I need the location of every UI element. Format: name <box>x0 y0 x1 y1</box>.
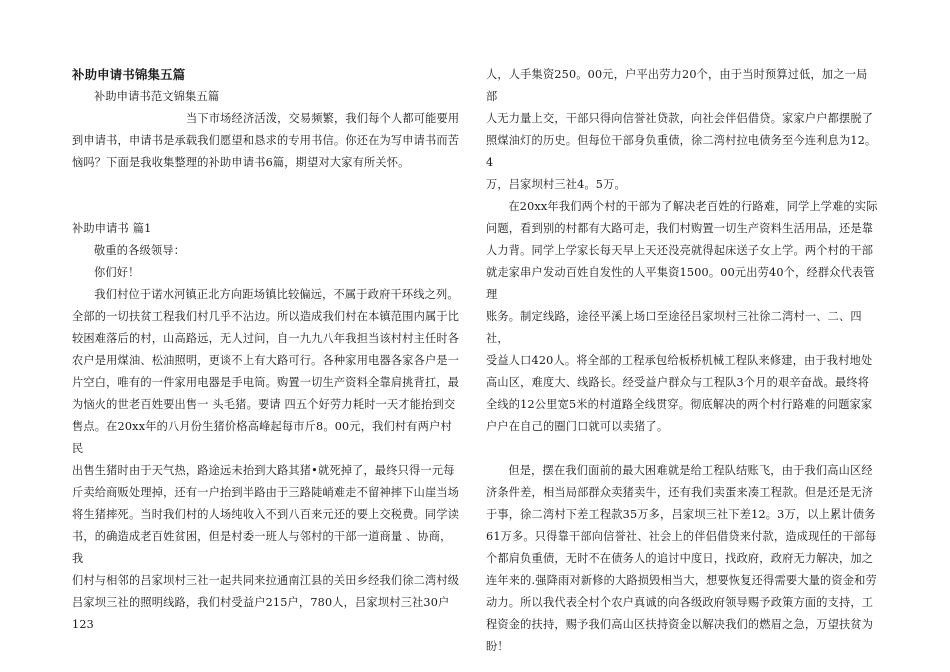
paragraph-line: 我们村位于诺水河镇正北方向距场镇比较偏远，不属于政府干环线之列。 <box>94 288 459 301</box>
paragraph-line: 问题，看到别的村都有大路可走，我们村购置一切生产资料生活用品，还是靠 <box>486 222 874 235</box>
paragraph-line: 就走家串户发动百姓自发性的人平集资1500。00元出劳40个，经群众代表管理 <box>486 266 875 301</box>
spacer <box>486 438 878 460</box>
spacer <box>72 174 462 196</box>
paragraph-line: 在20xx年我们两个村的干部为了解决老百姓的行路难，同学上学难的实际 <box>508 200 878 213</box>
paragraph-line: 人无力量上交，干部只得向信誉社贷款，向社会伴侣借贷。家家户户都摆脱了 <box>486 112 874 125</box>
body-paragraph-1-continued <box>486 64 878 196</box>
paragraph-line: 动力。所以我代表全村个农户真诚的向各级政府领导赐予政策方面的支持，工 <box>486 596 874 609</box>
salutation: 敬重的各级领导： <box>94 244 186 257</box>
paragraph-line: 们村与相邻的吕家坝村三社一起共同来拉通南江县的关田乡经我们徐二湾村级 <box>72 574 460 587</box>
paragraph-line: 人，人手集资250。00元，户平出劳力20个，由于当时预算过低，加之一局部 <box>486 68 868 103</box>
paragraph-line: 全部的一切扶贫工程我们村几乎不沾边。所以造成我们村在本镇范围内属于比 <box>72 310 460 323</box>
paragraph-line: 全线的12公里宽5米的村道路全线贯穿。彻底解决的两个村行路难的问题家家 <box>486 398 873 411</box>
paragraph-line: 出售生猪时由于天气热，路途远未抬到大路其猪•就死掉了，最终只得一元每 <box>72 464 455 477</box>
paragraph-line: 户户在自己的圈门口就可以卖猪了。 <box>486 420 669 433</box>
paragraph-line: 于事，徐二湾村下差工程款35万多，吕家坝三社下差12。3万，以上累计债务 <box>486 508 876 521</box>
section-heading: 补助申请书 篇1 <box>72 222 152 235</box>
body-paragraph-3 <box>486 460 878 658</box>
paragraph-line: 但是，摆在我们面前的最大困难就是给工程队结账飞，由于我们高山区经 <box>508 464 873 477</box>
body-paragraph-1 <box>72 284 462 636</box>
paragraph-line: 人力背。同学上学家长每天早上天还没亮就得起床送子女上学。两个村的干部 <box>486 244 874 257</box>
paragraph-line: 农户是用煤油、松油照明，更谈不上有大路可行。各种家用电器各家各户是一 <box>72 354 460 367</box>
intro-line: 到申请书，申请书是承载我们愿望和恳求的专用书信。你还在为写申请书而苦 <box>72 134 460 147</box>
paragraph-line: 斤卖给商贩处理掉，还有一户抬到半路由于三路陡峭难走不留神摔下山崖当场 <box>72 486 460 499</box>
intro-paragraph <box>72 108 462 174</box>
paragraph-line: 高山区，难度大、线路长。经受益户群众与工程队3个月的艰辛奋战。最终将 <box>486 376 870 389</box>
paragraph-line: 程资金的扶持，赐予我们高山区扶持资金以解决我们的燃眉之急，万望扶贫为 <box>486 618 874 631</box>
spacer <box>72 196 462 218</box>
body-paragraph-2 <box>486 196 878 438</box>
paragraph-line: 盼！ <box>486 640 509 653</box>
left-column <box>72 64 462 636</box>
paragraph-line: 账务。制定线路，途径平溪上场口至途径吕家坝村三社徐二湾村一、二、四社， <box>486 310 862 345</box>
paragraph-line: 售点。在20xx年的八月份生猪价格高峰起每市斤8。00元，我们村有两户村民 <box>72 420 452 455</box>
intro-line: 当下市场经济活泼，交易频繁，我们每个人都可能要用 <box>186 112 460 125</box>
document-title: 补助申请书锦集五篇 <box>72 67 186 82</box>
paragraph-line: 济条件差，相当局部群众卖猪卖牛，还有我们卖蛋来凑工程款。但是还是无济 <box>486 486 874 499</box>
paragraph-line: 万，吕家坝村三社4。5万。 <box>486 178 626 191</box>
paragraph-line: 61万多。只得靠干部向信誉社、社会上的伴侣借贷来付款，造成现任的干部每 <box>486 530 877 543</box>
paragraph-line: 个都肩负重债，无时不在债务人的追讨中度日，找政府，政府无力解决，加之 <box>486 552 874 565</box>
paragraph-line: 受益人口420人。将全部的工程承包给板桥机械工程队来修建，由于我村地处 <box>486 354 873 367</box>
paragraph-line: 将生猪摔死。当时我们村的人场纯收入不到八百来元还的要上交税费。同学读 <box>72 508 460 521</box>
greeting: 你们好！ <box>94 266 140 279</box>
paragraph-line: 连年来的.强降雨对新修的大路损毁相当大，想要恢复还得需要大量的资金和劳 <box>486 574 877 587</box>
paragraph-line: 照煤油灯的历史。但每位干部身负重债，徐二湾村拉电债务至今连利息为12。4 <box>486 134 877 169</box>
paragraph-line: 吕家坝三社的照明线路，我们村受益户215户，780人，吕家坝村三社30户123 <box>72 596 450 631</box>
document-subtitle: 补助申请书范文锦集五篇 <box>94 90 220 103</box>
paragraph-line: 书，的确造成老百姓贫困，但是村委一班人与邻村的干部一道商量 、协商，我 <box>72 530 452 565</box>
paragraph-line: 较困难落后的村，山高路远，无人过问，自一九九八年我担当该村村主任时各 <box>72 332 460 345</box>
paragraph-line: 片空白，唯有的一件家用电器是手电筒。购置一切生产资料全靠肩挑背扛，最 <box>72 376 460 389</box>
paragraph-line: 为恼火的世老百姓要出售一 头毛猪。要请 四五个好劳力耗时一天才能抬到交 <box>72 398 456 411</box>
intro-line: 恼吗？下面是我收集整理的补助申请书6篇，期望对大家有所关怀。 <box>72 156 410 169</box>
right-column <box>486 64 878 658</box>
